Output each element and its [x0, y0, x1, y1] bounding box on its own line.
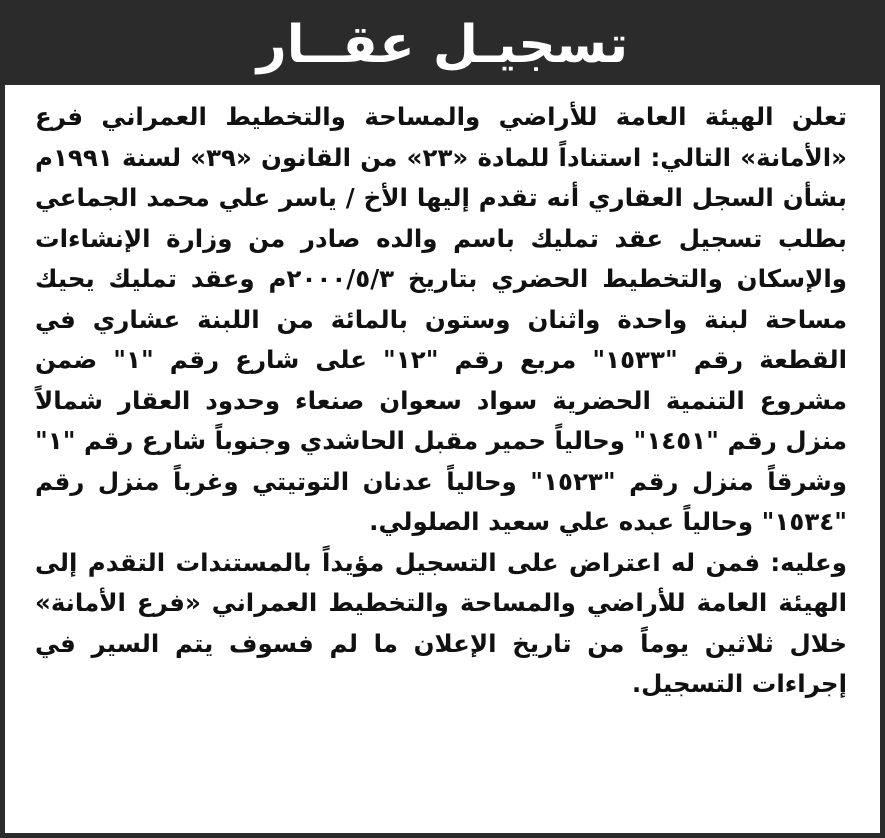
notice-title: تسجيـل عقــار [256, 15, 629, 75]
notice-paragraph-objection: وعليه: فمن له اعتراض على التسجيل مؤيداً بالمستندات التقدم إلى الهيئة العامة للأراضي والمساحة والتخطيط العمراني «فرع الأمانة» خلال ثلاثين يوماً من تاريخ الإعلان ما لم فسوف يتم السير في إجراءات التسجيل. [35, 547, 847, 698]
notice-panel [5, 5, 880, 833]
notice-paragraph-details: تعلن الهيئة العامة للأراضي والمساحة والتخطيط العمراني فرع «الأمانة» التالي: استناداً للمادة «٢٣» من القانون «٣٩» لسنة ١٩٩١م بشأن السجل العقاري أنه تقدم إليها الأخ / ياسر علي محمد الجماعي بطلب تسجيل عقد تمليك باسم والده صادر من وزارة الإنشاءات والإسكان والتخطيط الحضري بتاريخ ٢٠٠٠/٥/٣م وعقد تمليك يحيك مساحة لبنة واحدة واثنان وستون بالمائة من اللبنة عشاري في القطعة رقم "١٥٣٣" مربع رقم "١٢" على شارع رقم "١" ضمن مشروع التنمية الحضرية سواد سعوان صنعاء وحدود العقار شمالاً منزل رقم "١٤٥١" وحالياً حمير مقبل الحاشدي وجنوباً شارع رقم "١" وشرقاً منزل رقم "١٥٢٣" وحالياً عدنان التوتيتي وغرباً منزل رقم "١٥٣٤" وحالياً عبده علي سعيد الصلولي. [35, 102, 848, 536]
notice-body [35, 97, 847, 705]
title-banner [5, 5, 880, 85]
